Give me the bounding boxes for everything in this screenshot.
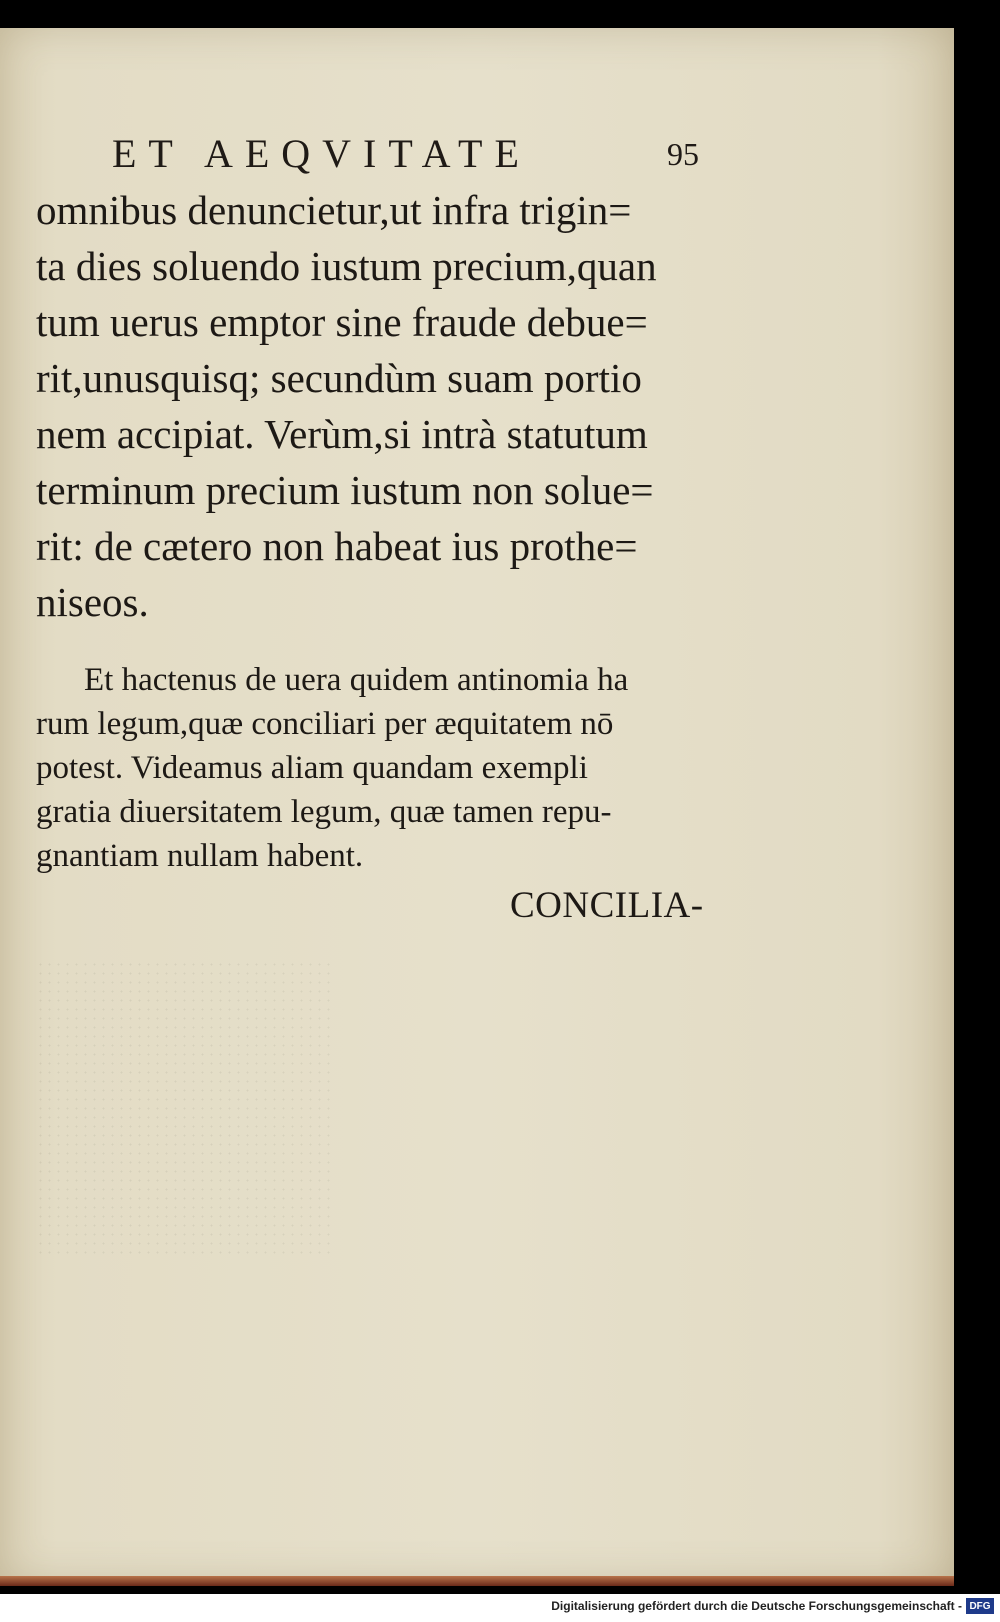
text-line: potest. Videamus aliam quandam exempli bbox=[36, 750, 588, 786]
running-head: ET AEQVITATE bbox=[112, 131, 531, 176]
text-line: niseos. bbox=[36, 579, 149, 625]
catchword: CONCILIA- bbox=[510, 885, 704, 926]
text-line: rit,unusquisq; secundùm suam portio bbox=[36, 355, 642, 401]
text-line: ta dies soluendo iustum precium,quan bbox=[36, 243, 657, 289]
dfg-logo-icon: DFG bbox=[966, 1598, 994, 1614]
text-line: tum uerus emptor sine fraude debue= bbox=[36, 299, 648, 345]
text-line: nem accipiat. Verùm,si intrà statutum bbox=[36, 411, 648, 457]
paragraph-2 bbox=[36, 658, 756, 878]
text-line: gnantiam nullam habent. bbox=[36, 838, 364, 874]
show-through-texture bbox=[36, 960, 336, 1260]
text-line: omnibus denuncietur,ut infra trigin= bbox=[36, 187, 632, 233]
header-row bbox=[112, 130, 752, 180]
text-line: gratia diuersitatem legum, quæ tamen repu- bbox=[36, 794, 612, 830]
page-number: 95 bbox=[667, 136, 699, 172]
text-line: Et hactenus de uera quidem antinomia ha bbox=[84, 662, 629, 698]
text-line: terminum precium iustum non solue= bbox=[36, 467, 654, 513]
footer-credit: Digitalisierung gefördert durch die Deutsche Forschungsgemeinschaft - bbox=[551, 1599, 962, 1613]
paragraph-1 bbox=[36, 182, 756, 630]
text-line: rum legum,quæ conciliari per æquitatem nō bbox=[36, 706, 614, 742]
footer-bar bbox=[0, 1594, 1000, 1622]
page-edge bbox=[0, 1576, 954, 1586]
text-line: rit: de cætero non habeat ius prothe= bbox=[36, 523, 638, 569]
